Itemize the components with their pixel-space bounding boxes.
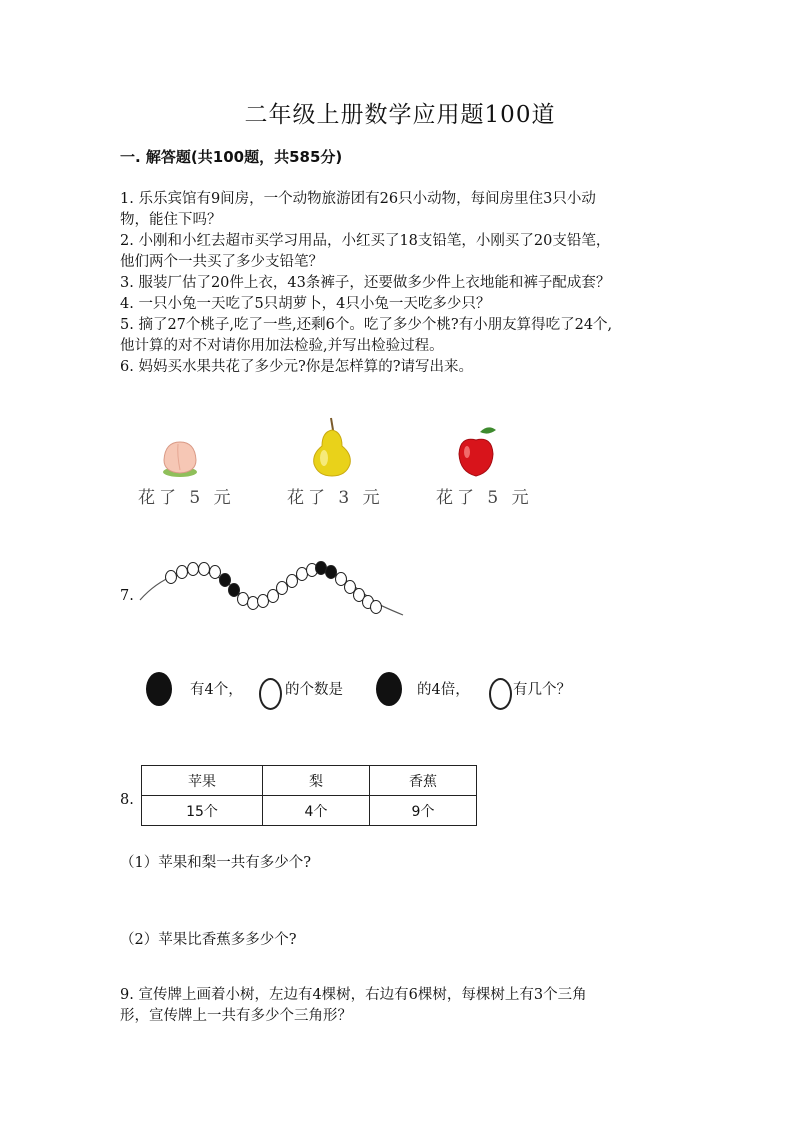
table-header-row [142, 766, 477, 796]
table-cell: 15个 [142, 796, 263, 826]
question-5-line-2: 他计算的对不对请你用加法检验,并写出检验过程。 [120, 338, 444, 354]
question-5-line-1: 5. 摘了27个桃子,吃了一些,还剩6个。吃了多少个桃?有小朋友算得吃了24个, [120, 317, 613, 333]
black-bead [316, 562, 327, 575]
white-bead [199, 563, 210, 576]
q7-text-3: 的4倍， [417, 682, 470, 698]
question-9-line-2: 形，宣传牌上一共有多少个三角形？ [120, 1008, 352, 1024]
white-bead [238, 593, 249, 606]
q8-sub-2: （2）苹果比香蕉多多少个? [120, 932, 297, 948]
question-9 [120, 985, 587, 1027]
section-heading: 一. 解答题(共100题，共585分) [120, 148, 343, 166]
black-bead-icon [146, 672, 172, 706]
white-bead [297, 568, 308, 581]
question-1-line-2: 物，能住下吗？ [120, 212, 222, 228]
black-bead [220, 574, 231, 587]
table-header-cell: 苹果 [142, 766, 263, 796]
question-6: 6. 妈妈买水果共花了多少元?你是怎样算的?请写出来。 [120, 359, 473, 375]
q7-text-4: 有几个？ [513, 682, 571, 698]
table-row [142, 796, 477, 826]
fruit-caption-3: 花了 5 元 [436, 488, 533, 508]
black-bead [229, 584, 240, 597]
table-header-cell: 梨 [263, 766, 370, 796]
q8-sub-1: （1）苹果和梨一共有多少个? [120, 855, 311, 871]
black-bead-icon [376, 672, 402, 706]
question-5 [120, 315, 612, 357]
question-2-line-2: 他们两个一共买了多少支铅笔？ [120, 254, 323, 270]
white-bead [258, 595, 269, 608]
bead-string [135, 555, 410, 625]
question-7-number: 7. [120, 588, 134, 604]
peach-icon [163, 442, 197, 477]
black-bead [326, 566, 337, 579]
white-bead [277, 582, 288, 595]
fruit-illustrations [150, 410, 520, 480]
white-bead [248, 597, 259, 610]
q7-text-2: 的个数是 [285, 682, 343, 698]
question-3: 3. 服装厂估了20件上衣，43条裤子，还要做多少件上衣地能和裤子配成套？ [120, 275, 611, 291]
table-header-cell: 香蕉 [370, 766, 477, 796]
fruit-caption-1: 花了 5 元 [138, 488, 235, 508]
white-bead [210, 566, 221, 579]
question-9-line-1: 9. 宣传牌上画着小树，左边有4棵树，右边有6棵树，每棵树上有3个三角 [120, 987, 587, 1003]
question-2-line-1: 2. 小刚和小红去超市买学习用品，小红买了18支铅笔，小刚买了20支铅笔， [120, 233, 611, 249]
white-bead [188, 563, 199, 576]
white-bead-icon [259, 678, 282, 710]
question-1-line-1: 1. 乐乐宾馆有9间房，一个动物旅游团有26只小动物，每间房里住3只小动 [120, 191, 596, 207]
q7-text-1: 有4个， [190, 682, 243, 698]
table-cell: 4个 [263, 796, 370, 826]
question-2 [120, 231, 610, 273]
fruit-caption-2: 花了 3 元 [287, 488, 384, 508]
white-bead [371, 601, 382, 614]
white-bead [166, 571, 177, 584]
question-1 [120, 189, 596, 231]
question-8-number: 8. [120, 792, 134, 808]
page-title: 二年级上册数学应用题100道 [244, 102, 556, 128]
question-4: 4. 一只小兔一天吃了5只胡萝卜，4只小兔一天吃多少只？ [120, 296, 491, 312]
white-bead [177, 566, 188, 579]
fruit-table [141, 765, 477, 826]
table-cell: 9个 [370, 796, 477, 826]
pear-icon [314, 418, 351, 476]
white-bead-icon [489, 678, 512, 710]
apple-icon [459, 427, 496, 476]
white-bead [287, 575, 298, 588]
